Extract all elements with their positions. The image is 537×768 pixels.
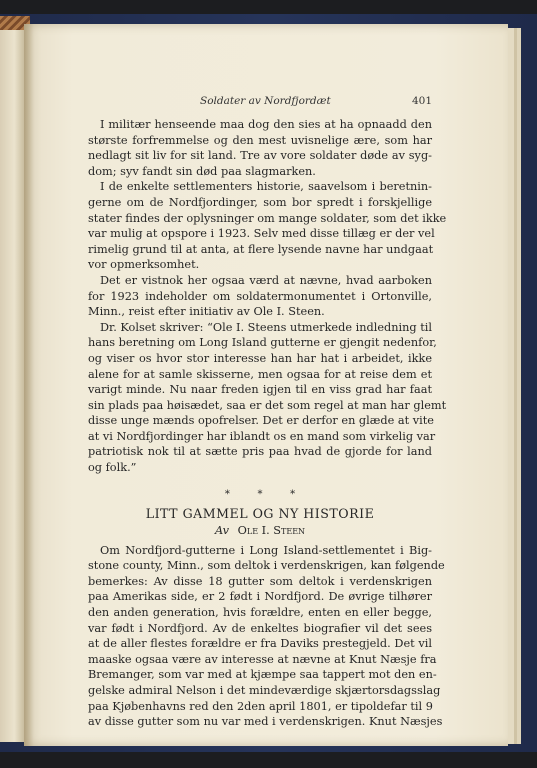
text-line: gerne om de Nordfjordinger, som bor spredt i forskjellige (88, 195, 432, 209)
text-line: var mulig at opspore i 1923. Selv med disse tillæg er der vel (88, 227, 435, 241)
text-line: stone county, Minn., som deltok i verdenskrigen, kan følgende (88, 559, 445, 573)
text-line: av disse gutter som nu var med i verdenskrigen. Knut Næsjes (88, 715, 443, 729)
text-line: at vi Nordfjordinger har iblandt os en mand som virkelig var (88, 429, 436, 443)
text-line: rimelig grund til at anta, at flere lysende navne har undgaat (88, 242, 434, 256)
text-line: den anden generation, hvis forældre, enten en eller begge, (88, 606, 432, 620)
text-line: og viser os hvor stor interesse han har hat i arbeidet, ikke (88, 351, 432, 365)
text-line: vor opmerksomhet. (88, 258, 200, 272)
byline-prefix: Av (214, 523, 230, 537)
text-line: dom; syv fandt sin død paa slagmarken. (88, 164, 316, 178)
text-line: stater findes der oplysninger om mange soldater, som det ikke (88, 211, 447, 225)
text-line: at de aller flestes forældre er fra Daviks prestegjeld. Det vil (88, 637, 432, 651)
paragraph-2 (88, 179, 447, 273)
text-line: var født i Nordfjord. Av de enkeltes biografier vil det sees (88, 621, 432, 635)
text-line: alene for at samle skisserne, men ogsaa for at reise dem et (88, 367, 432, 381)
text-line: gelske admiral Nelson i det mindeværdige skjærtorsdagsslag (88, 684, 441, 697)
text-line: for 1923 indeholder om soldatermonumentet i Ortonville, (88, 289, 432, 303)
text-line: hans beretning om Long Island gutterne er gjengit nedenfor, (88, 336, 437, 350)
text-line: Dr. Kolset skriver: “Ole I. Steens utmerkede indledning til (100, 320, 433, 334)
text-line: nedlagt sit liv for sit land. Tre av vore soldater døde av syg- (88, 149, 432, 163)
page-body (88, 117, 447, 730)
text-line: sin plads paa høisædet, saa er det som regel at man har glemt (88, 398, 447, 412)
text-line: Det er vistnok her ogsaa værd at nævne, hvad aarboken (100, 273, 432, 287)
divider-star: * (224, 488, 230, 500)
paragraph-4-quote (88, 320, 447, 476)
running-header (88, 95, 432, 109)
text-line: Minn., reist efter initiativ av Ole I. Steen. (88, 305, 325, 319)
text-line: disse unge mænds opofrelser. Det er derfor en glæde at vite (88, 414, 434, 428)
text-line: paa Kjøbenhavns red den 2den april 1801, er tipoldefar til 9 (88, 699, 433, 713)
text-line: I militær henseende maa dog den sies at ha opnaadd den (100, 118, 432, 131)
text-line: største forfremmelse og den mest uvisnelige ære, som har (88, 133, 432, 147)
text-line: Om Nordfjord-gutterne i Long Island-settlementet i Big- (100, 543, 432, 557)
text-line: maaske ogsaa være av interesse at nævne at Knut Næsje fra (88, 652, 437, 666)
text-line: I de enkelte settlementers historie, saavelsom i beretnin- (100, 180, 432, 194)
divider-star: * (290, 488, 296, 500)
paragraph-3 (88, 273, 432, 320)
paragraph-1 (88, 117, 432, 179)
text-line: varigt minde. Nu naar freden igjen til en viss grad har faat (88, 383, 432, 397)
byline-author: Ole I. Steen (237, 523, 306, 537)
divider-star: * (257, 488, 263, 500)
page-edge (517, 28, 521, 744)
text-line: paa Amerikas side, er 2 født i Nordfjord. De øvrige tilhører (88, 590, 432, 604)
text-line: og folk.” (88, 461, 137, 475)
running-title: Soldater av Nordfjordæt (200, 95, 331, 107)
section-divider (88, 486, 432, 500)
section-title: LITT GAMMEL OG NY HISTORIE (145, 505, 375, 521)
left-page-edge (0, 30, 24, 742)
text-line: Bremanger, som var med at kjæmpe saa tappert mot den en- (88, 668, 437, 682)
byline (88, 523, 432, 541)
text-line: bemerkes: Av disse 18 gutter som deltok i verdenskrigen (88, 574, 432, 588)
text-line: patriotisk nok til at sætte pris paa hvad de gjorde for land (88, 445, 432, 459)
page-number: 401 (411, 95, 432, 107)
paragraph-5 (88, 543, 445, 730)
